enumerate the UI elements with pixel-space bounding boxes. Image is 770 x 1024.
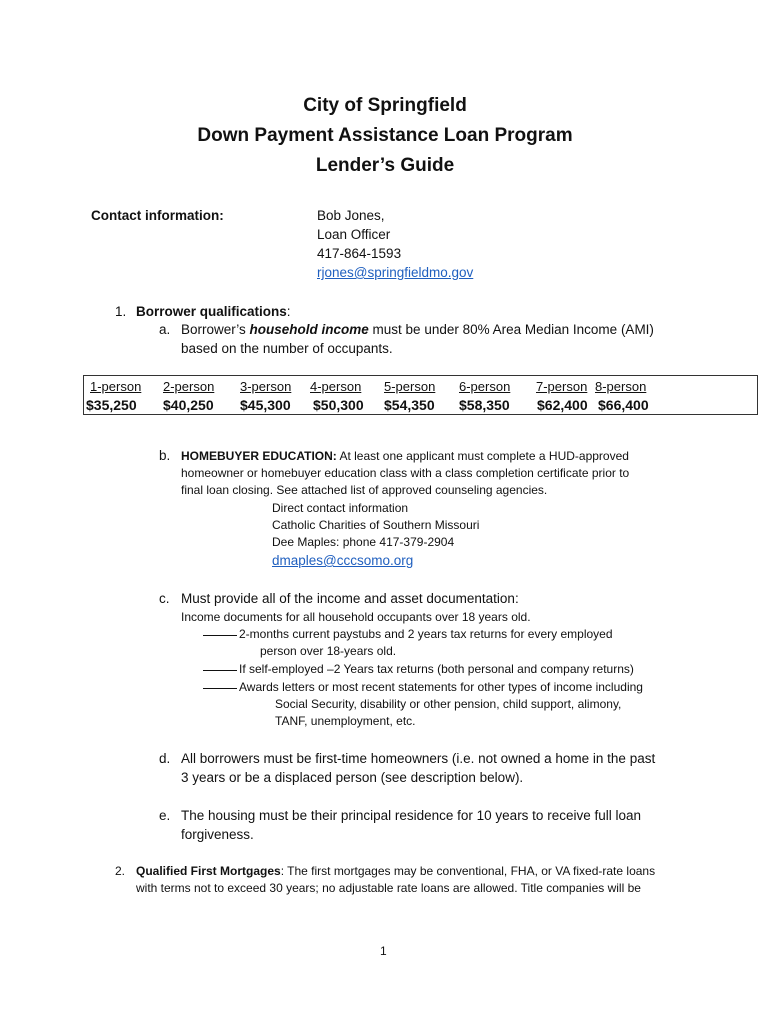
contact-name: Bob Jones, (317, 208, 385, 223)
item-d-letter: d. (159, 751, 171, 766)
item-e-line-1: The housing must be their principal residence for 10 years to receive full loan (181, 808, 641, 823)
item-c-intro: Income documents for all household occupants over 18 years old. (181, 610, 531, 624)
income-header-4: 4-person (310, 379, 362, 394)
item-b-line-3: final loan closing. See attached list of approved counseling agencies. (181, 483, 548, 497)
item-b-contact-3: Dee Maples: phone 417-379-2904 (272, 535, 455, 549)
income-header-5: 5-person (384, 379, 436, 394)
section-2-line-1-text: : The first mortgages may be conventional, FHA, or VA fixed-rate loans (280, 864, 656, 878)
income-amount-7: $62,400 (537, 397, 588, 413)
section-1-heading: Borrower qualifications (136, 304, 287, 319)
page-title-line-2: Down Payment Assistance Loan Program (197, 125, 573, 146)
income-header-7: 7-person (536, 379, 588, 394)
item-a-emphasis: household income (249, 322, 369, 337)
income-amount-5: $54,350 (384, 397, 435, 413)
contact-email-link[interactable]: rjones@springfieldmo.gov (317, 265, 474, 280)
page-number: 1 (380, 944, 387, 958)
item-d-line-1: All borrowers must be first-time homeowners (i.e. not owned a home in the past (181, 751, 656, 766)
section-2-number: 2. (115, 864, 126, 878)
item-c-checklist-1-text: 2-months current paystubs and 2 years tax returns for every employed (239, 627, 613, 641)
item-a-line-2: based on the number of occupants. (181, 341, 393, 356)
checklist-blank-3 (203, 688, 237, 689)
section-2-line-2: with terms not to exceed 30 years; no adjustable rate loans are allowed. Title companies will be (136, 881, 641, 895)
item-e-line-2: forgiveness. (181, 827, 254, 842)
item-a-post: must be under 80% Area Median Income (AMI) (368, 322, 654, 337)
item-b-line-2: homeowner or homebuyer education class with a class completion certificate prior to (181, 466, 630, 480)
item-c-checklist-2 (203, 662, 634, 676)
item-b-line-1-text: At least one applicant must complete a HUD-approved (336, 449, 629, 463)
income-amount-2: $40,250 (163, 397, 214, 413)
contact-role: Loan Officer (317, 227, 391, 242)
page-title-line-1: City of Springfield (303, 95, 467, 116)
item-c-heading: Must provide all of the income and asset documentation: (181, 591, 519, 606)
checklist-blank-2 (203, 670, 237, 671)
section-2-line-1 (136, 864, 655, 878)
income-amount-6: $58,350 (459, 397, 510, 413)
income-limits-table (83, 375, 758, 415)
income-amount-3: $45,300 (240, 397, 291, 413)
item-c-checklist-1 (203, 627, 613, 641)
item-d-line-2: 3 years or be a displaced person (see description below). (181, 770, 524, 785)
income-amount-1: $35,250 (86, 397, 137, 413)
item-a-letter: a. (159, 322, 171, 337)
income-header-3: 3-person (240, 379, 292, 394)
item-e-letter: e. (159, 808, 171, 823)
section-1-number: 1. (115, 304, 127, 319)
section-1-colon: : (286, 304, 291, 319)
item-c-checklist-3-text: Awards letters or most recent statements for other types of income including (239, 680, 643, 694)
item-c-checklist-3-cont-2: TANF, unemployment, etc. (275, 714, 416, 728)
income-header-8: 8-person (595, 379, 647, 394)
item-c-checklist-1-cont: person over 18-years old. (260, 644, 397, 658)
item-b-heading: HOMEBUYER EDUCATION: (181, 449, 337, 463)
item-c-checklist-3 (203, 680, 643, 694)
section-2-heading: Qualified First Mortgages (136, 864, 281, 878)
item-c-checklist-2-text: If self-employed –2 Years tax returns (both personal and company returns) (239, 662, 634, 676)
income-header-2: 2-person (163, 379, 215, 394)
income-amount-8: $66,400 (598, 397, 649, 413)
checklist-blank-1 (203, 635, 237, 636)
item-b-email-link[interactable]: dmaples@cccsomo.org (272, 553, 414, 568)
contact-phone: 417-864-1593 (317, 246, 402, 261)
item-a-pre: Borrower’s (181, 322, 250, 337)
income-header-6: 6-person (459, 379, 511, 394)
item-c-checklist-3-cont-1: Social Security, disability or other pension, child support, alimony, (275, 697, 622, 711)
income-amount-4: $50,300 (313, 397, 364, 413)
item-a-line-1 (181, 322, 654, 337)
item-b-letter: b. (159, 448, 171, 463)
item-b-contact-2: Catholic Charities of Southern Missouri (272, 518, 480, 532)
item-b-line-1 (181, 449, 629, 463)
contact-label: Contact information: (91, 208, 224, 223)
page-title-line-3: Lender’s Guide (315, 155, 455, 176)
section-1-heading-row (136, 304, 291, 319)
item-b-contact-1: Direct contact information (272, 501, 409, 515)
item-c-letter: c. (159, 591, 170, 606)
income-header-1: 1-person (90, 379, 142, 394)
